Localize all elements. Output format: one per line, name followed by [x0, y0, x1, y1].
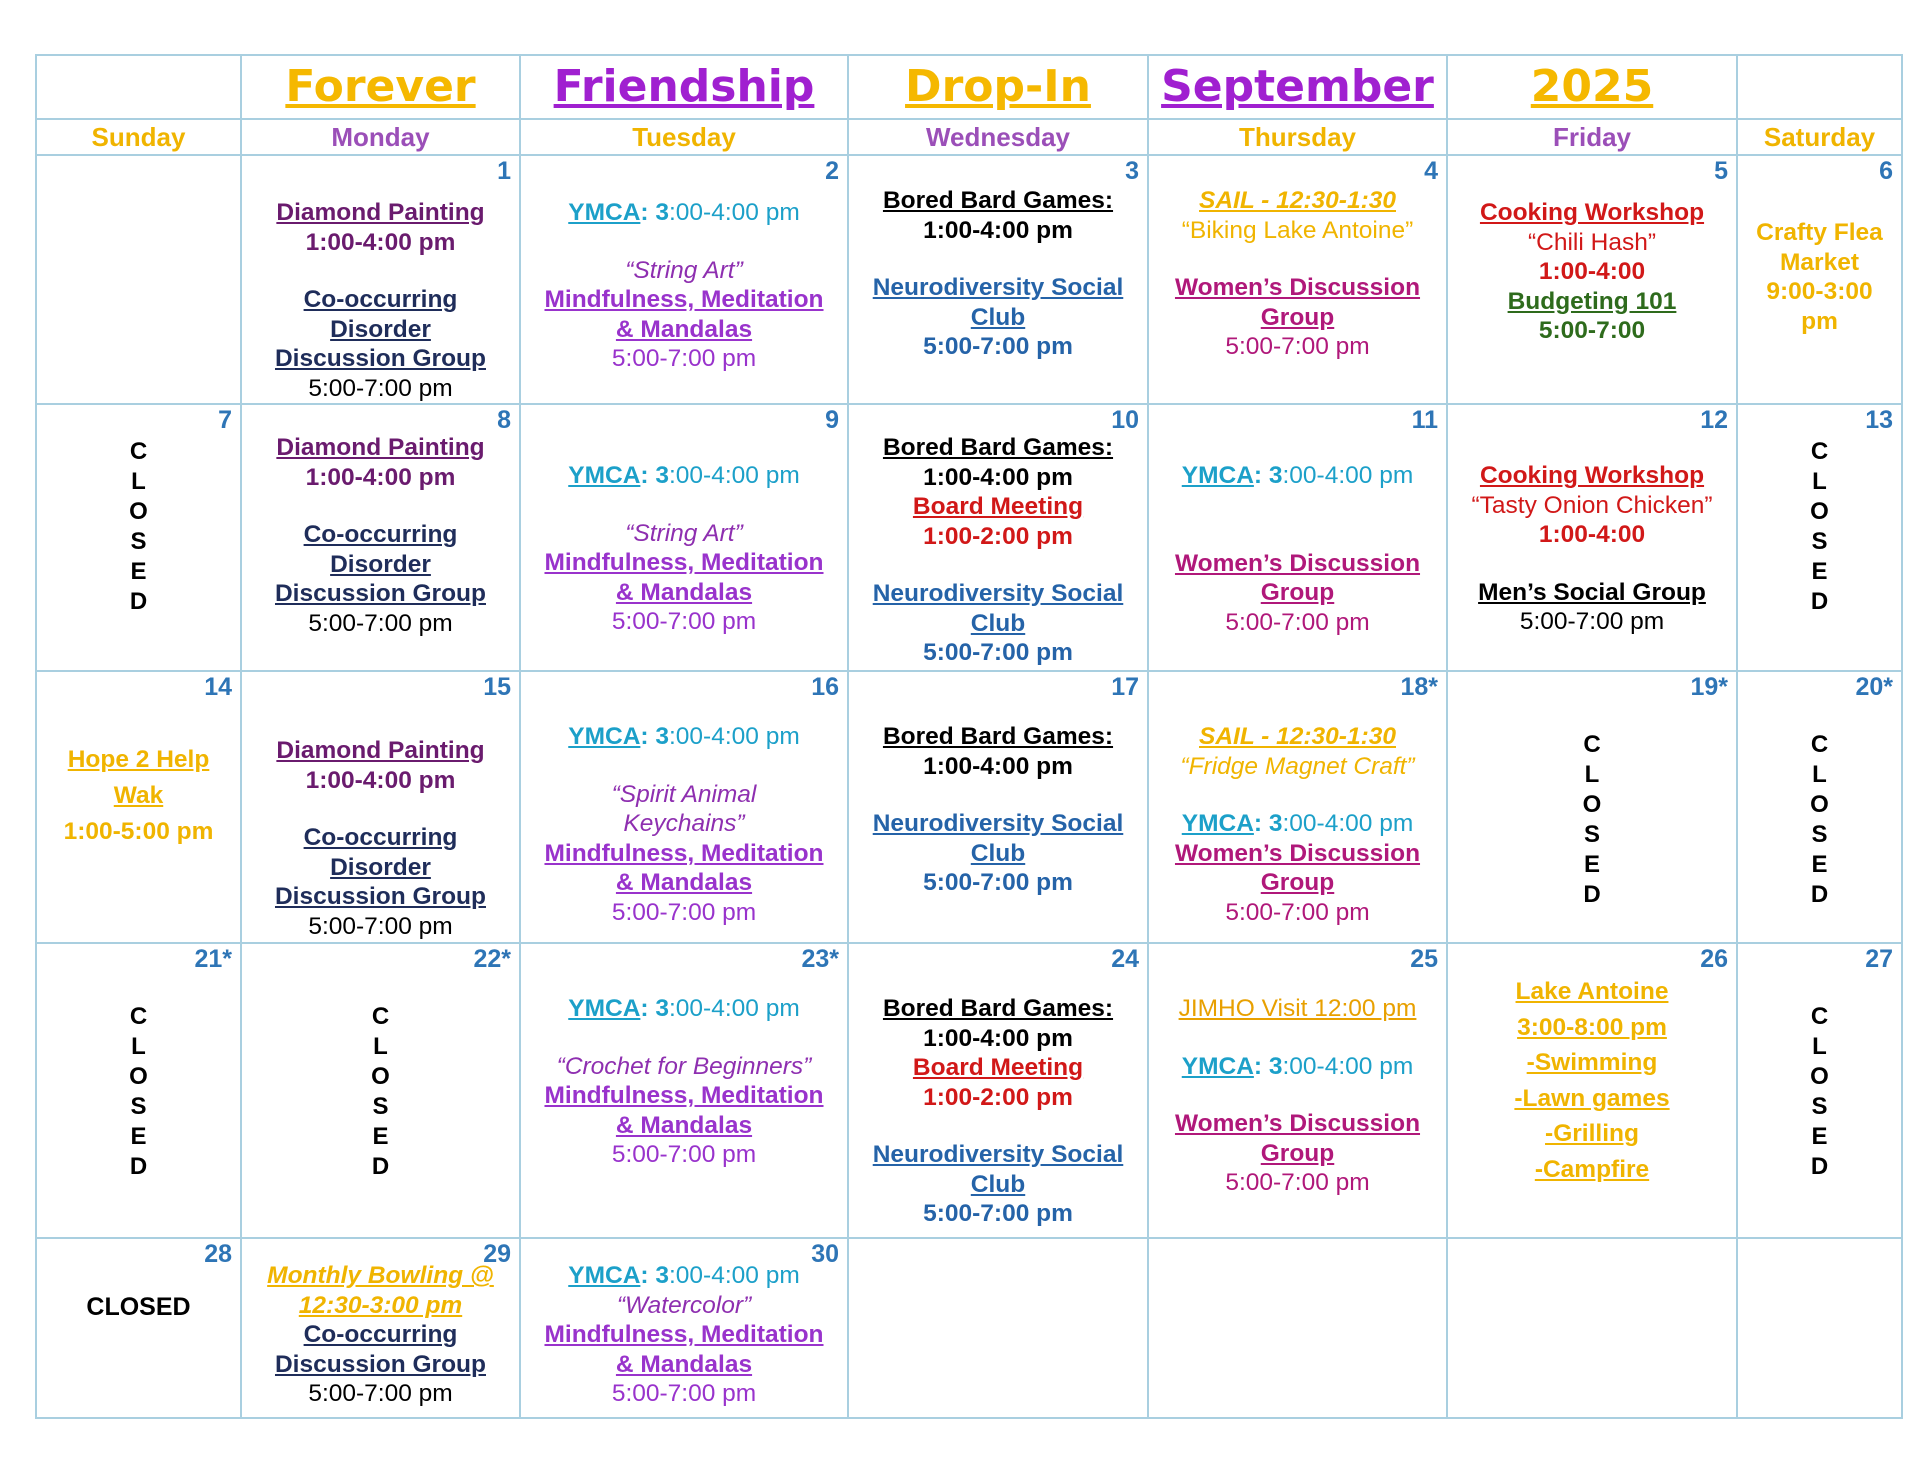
title-word-drop-in: Drop-In: [905, 61, 1091, 112]
event-time: 5:00-7:00: [1538, 317, 1646, 344]
week-row-1: [36, 155, 1902, 404]
event-womens-discussion[interactable]: Women’s Discussion: [1174, 1110, 1421, 1137]
event-board-meeting[interactable]: Board Meeting: [912, 1054, 1084, 1081]
closed-label: C L O S E D: [1810, 1003, 1829, 1180]
event-time-line2: pm: [1801, 307, 1838, 335]
event-diamond-painting[interactable]: Diamond Painting: [276, 737, 485, 764]
day-cell-empty: [1148, 1238, 1447, 1418]
day-number: 16: [811, 673, 839, 701]
day-cell-empty: [36, 155, 241, 404]
day-cell-sep-19: [1447, 671, 1737, 943]
event-cooking-workshop[interactable]: Cooking Workshop: [1479, 462, 1705, 489]
closed-label: C L O S E D: [129, 1003, 148, 1180]
event-ymca[interactable]: YMCA: [1181, 810, 1254, 837]
event-cooking-subtitle: “Tasty Onion Chicken”: [1471, 491, 1713, 519]
event-time: 5:00-7:00 pm: [1225, 333, 1370, 360]
day-number: 8: [497, 406, 511, 434]
event-mindfulness-line2[interactable]: & Mandalas: [615, 578, 753, 606]
day-number: 22*: [473, 945, 511, 973]
event-time-part: : 3: [640, 1262, 669, 1289]
day-number: 26: [1700, 945, 1728, 973]
closed-label: C L O S E D: [129, 438, 148, 615]
day-header-friday: Friday: [1447, 119, 1737, 155]
title-cell: [241, 55, 520, 119]
event-time: 3:00-8:00 pm: [1517, 1013, 1667, 1041]
event-co-occurring-line3[interactable]: Discussion Group: [274, 345, 486, 372]
title-cell: [848, 55, 1148, 119]
day-cell-empty: [1737, 1238, 1902, 1418]
event-time: 5:00-7:00 pm: [923, 639, 1073, 666]
event-time: 5:00-7:00 pm: [308, 912, 453, 940]
event-time: 5:00-7:00 pm: [1225, 1169, 1370, 1196]
day-number: 21*: [194, 945, 232, 973]
day-number: 11: [1411, 406, 1438, 434]
event-co-occurring[interactable]: Co-occurring: [303, 521, 458, 548]
title-empty-cell: [1737, 55, 1902, 119]
event-time: 5:00-7:00 pm: [1225, 608, 1370, 636]
day-number: 10: [1111, 406, 1139, 434]
day-cell-sep-20: [1737, 671, 1902, 943]
day-cell-sep-24: [848, 943, 1148, 1238]
day-header-sunday: Sunday: [36, 119, 241, 155]
title-empty-cell: [36, 55, 241, 119]
day-header-tuesday: Tuesday: [520, 119, 848, 155]
event-time: 5:00-7:00 pm: [611, 898, 757, 926]
day-cell-sep-23: [520, 943, 848, 1238]
event-time: 5:00-7:00 pm: [611, 608, 757, 635]
event-time-part: : 3: [640, 462, 669, 489]
closed-label: C L O S E D: [371, 1003, 390, 1180]
day-number: 2: [825, 157, 839, 185]
event-neurodiversity-line2[interactable]: Club: [970, 303, 1026, 331]
event-ymca[interactable]: YMCA: [568, 723, 641, 750]
event-activity-swimming: -Swimming: [1526, 1049, 1658, 1076]
day-number: 27: [1865, 945, 1893, 973]
day-number: 24: [1111, 945, 1139, 973]
event-time: 1:00-4:00 pm: [923, 463, 1073, 491]
event-time: 5:00-7:00 pm: [1225, 898, 1370, 926]
day-number: 15: [483, 673, 511, 701]
event-board-meeting[interactable]: Board Meeting: [912, 493, 1084, 520]
day-cell-sep-6: [1737, 155, 1902, 404]
event-time: 1:00-4:00 pm: [305, 766, 456, 794]
event-womens-discussion-line2[interactable]: Group: [1260, 1139, 1335, 1167]
event-mindfulness-line2[interactable]: & Mandalas: [615, 869, 753, 896]
event-time-part: : 3: [1253, 1052, 1283, 1080]
title-cell: [1447, 55, 1737, 119]
event-neurodiversity-line2[interactable]: Club: [970, 839, 1026, 867]
event-time-part: :00-4:00 pm: [1282, 462, 1414, 489]
event-time-part: :00-4:00 pm: [668, 723, 800, 750]
event-bored-bard-games[interactable]: Bored Bard Games:: [882, 434, 1114, 461]
day-number: 28: [204, 1240, 232, 1268]
day-number: 3: [1125, 157, 1139, 185]
event-time: 1:00-2:00 pm: [923, 522, 1073, 550]
week-row-3: [36, 671, 1902, 943]
event-time-part: : 3: [640, 723, 669, 750]
event-time: 5:00-7:00 pm: [308, 1380, 453, 1407]
event-co-occurring[interactable]: Co-occurring: [303, 1321, 458, 1348]
title-cell: [520, 55, 848, 119]
event-lake-antoine[interactable]: Lake Antoine: [1515, 978, 1669, 1005]
event-time: 1:00-4:00 pm: [923, 752, 1073, 780]
event-womens-discussion[interactable]: Women’s Discussion: [1174, 839, 1421, 867]
day-number: 14: [204, 673, 232, 701]
event-spirit-animal-line2: Keychains”: [623, 810, 745, 837]
day-cell-sep-12: [1447, 404, 1737, 671]
event-ymca[interactable]: YMCA: [568, 199, 641, 226]
day-cell-sep-8: [241, 404, 520, 671]
event-womens-discussion-line2[interactable]: Group: [1260, 869, 1335, 896]
event-co-occurring-line2[interactable]: Disorder: [330, 853, 431, 881]
event-time: 1:00-2:00 pm: [923, 1083, 1073, 1111]
day-cell-sep-15: [241, 671, 520, 943]
event-time-part: :00-4:00 pm: [668, 1262, 800, 1289]
event-string-art: “String Art”: [625, 256, 743, 284]
event-time: 5:00-7:00 pm: [611, 345, 757, 372]
event-ymca[interactable]: YMCA: [1181, 462, 1254, 489]
day-cell-sep-4: [1148, 155, 1447, 404]
event-cooking-subtitle: “Chili Hash”: [1528, 228, 1656, 256]
day-cell-sep-11: [1148, 404, 1447, 671]
day-cell-empty: [848, 1238, 1148, 1418]
day-cell-sep-18: [1148, 671, 1447, 943]
event-ymca[interactable]: YMCA: [568, 1262, 641, 1289]
event-co-occurring-line2[interactable]: Disorder: [330, 315, 431, 343]
day-number: 5: [1714, 157, 1728, 185]
event-time: 5:00-7:00 pm: [611, 1380, 757, 1407]
day-number: 18*: [1400, 673, 1438, 701]
event-time-part: : 3: [1253, 462, 1283, 489]
event-mindfulness-line2[interactable]: & Mandalas: [615, 1111, 753, 1139]
event-activity-campfire: -Campfire: [1534, 1155, 1650, 1183]
event-budgeting-101[interactable]: Budgeting 101: [1507, 287, 1677, 315]
day-number: 4: [1424, 157, 1438, 185]
week-row-5: [36, 1238, 1902, 1418]
day-cell-sep-1: [241, 155, 520, 404]
day-header-saturday: Saturday: [1737, 119, 1902, 155]
day-number: 20*: [1855, 673, 1893, 701]
event-time: 5:00-7:00 pm: [923, 869, 1073, 896]
day-header-thursday: Thursday: [1148, 119, 1447, 155]
event-bored-bard-games[interactable]: Bored Bard Games:: [882, 995, 1114, 1022]
event-hope-2-help[interactable]: Hope 2 Help: [67, 746, 210, 773]
day-cell-sep-14: [36, 671, 241, 943]
week-row-4: [36, 943, 1902, 1238]
event-time: 5:00-7:00 pm: [308, 374, 453, 402]
day-cell-sep-22: [241, 943, 520, 1238]
event-ymca[interactable]: YMCA: [568, 995, 641, 1022]
event-womens-discussion[interactable]: Women’s Discussion: [1174, 274, 1421, 301]
event-time: 1:00-5:00 pm: [63, 818, 214, 845]
event-time: 1:00-4:00: [1538, 521, 1646, 548]
day-cell-sep-25: [1148, 943, 1447, 1238]
event-sail[interactable]: SAIL - 12:30-1:30: [1199, 187, 1396, 214]
event-watercolor: “Watercolor”: [616, 1291, 752, 1319]
day-number: 13: [1865, 406, 1893, 434]
calendar-table: [35, 54, 1903, 1419]
event-mindfulness[interactable]: Mindfulness, Meditation: [544, 839, 824, 867]
event-diamond-painting[interactable]: Diamond Painting: [276, 199, 485, 226]
event-co-occurring-line3[interactable]: Discussion Group: [274, 580, 486, 607]
day-cell-sep-17: [848, 671, 1148, 943]
event-time-part: : 3: [640, 199, 669, 226]
event-time: 1:00-4:00 pm: [923, 1024, 1073, 1052]
event-neurodiversity[interactable]: Neurodiversity Social: [872, 810, 1124, 837]
event-ymca[interactable]: YMCA: [1181, 1052, 1254, 1080]
week-row-2: [36, 404, 1902, 671]
event-time: 5:00-7:00 pm: [308, 609, 453, 637]
day-number: 12: [1700, 406, 1728, 434]
event-activity-lawn-games: -Lawn games: [1514, 1084, 1670, 1112]
event-crafty-flea: Crafty Flea: [1756, 219, 1883, 246]
event-time: 1:00-4:00 pm: [923, 216, 1073, 244]
event-hope-2-help-line2[interactable]: Wak: [113, 782, 164, 809]
event-co-occurring-line2[interactable]: Disorder: [330, 550, 431, 578]
event-mindfulness[interactable]: Mindfulness, Meditation: [544, 1082, 824, 1109]
day-cell-sep-3: [848, 155, 1148, 404]
closed-label: C L O S E D: [1810, 731, 1829, 908]
event-crafty-flea-line2: Market: [1780, 248, 1859, 276]
title-word-forever: Forever: [285, 61, 476, 112]
day-number: 9: [825, 406, 839, 434]
title-word-september: September: [1161, 61, 1434, 112]
day-cell-sep-21: [36, 943, 241, 1238]
event-mindfulness[interactable]: Mindfulness, Meditation: [544, 286, 824, 313]
day-cell-sep-5: [1447, 155, 1737, 404]
day-number: 1: [497, 157, 511, 185]
event-time-part: :00-4:00 pm: [1282, 1052, 1414, 1080]
event-time-part: :00-4:00 pm: [668, 462, 800, 489]
event-neurodiversity-line2[interactable]: Club: [970, 1170, 1026, 1198]
event-time-part: : 3: [1253, 810, 1283, 837]
day-number: 30: [811, 1240, 839, 1268]
day-cell-empty: [1447, 1238, 1737, 1418]
event-time: 5:00-7:00 pm: [1519, 608, 1665, 635]
event-time: 1:00-4:00 pm: [305, 463, 456, 491]
title-row: [36, 55, 1902, 119]
event-mindfulness[interactable]: Mindfulness, Meditation: [544, 549, 824, 576]
event-time: 5:00-7:00 pm: [923, 333, 1073, 360]
event-crochet: “Crochet for Beginners”: [556, 1052, 812, 1080]
event-neurodiversity-line2[interactable]: Club: [970, 609, 1026, 637]
event-mindfulness-line2[interactable]: & Mandalas: [615, 1350, 753, 1378]
event-time: 12:30-3:00 pm: [298, 1291, 463, 1319]
event-sail[interactable]: SAIL - 12:30-1:30: [1199, 723, 1396, 750]
event-bored-bard-games[interactable]: Bored Bard Games:: [882, 187, 1114, 214]
event-womens-discussion-line2[interactable]: Group: [1260, 579, 1335, 606]
title-word-friendship: Friendship: [553, 61, 815, 112]
day-number: 29: [483, 1240, 511, 1268]
day-cell-sep-2: [520, 155, 848, 404]
event-cooking-workshop[interactable]: Cooking Workshop: [1479, 199, 1705, 226]
event-time-part: :00-4:00 pm: [668, 199, 800, 226]
event-time: 5:00-7:00 pm: [923, 1200, 1073, 1227]
day-number: 6: [1879, 157, 1893, 185]
event-womens-discussion[interactable]: Women’s Discussion: [1174, 549, 1421, 577]
event-co-occurring-line2[interactable]: Discussion Group: [274, 1350, 486, 1378]
event-ymca[interactable]: YMCA: [568, 462, 641, 489]
event-co-occurring[interactable]: Co-occurring: [303, 824, 458, 851]
day-cell-sep-26: [1447, 943, 1737, 1238]
event-jimho-visit[interactable]: JIMHO Visit 12:00 pm: [1178, 995, 1417, 1022]
day-cell-sep-27: [1737, 943, 1902, 1238]
event-co-occurring[interactable]: Co-occurring: [303, 286, 458, 313]
event-neurodiversity[interactable]: Neurodiversity Social: [872, 1141, 1124, 1168]
day-header-wednesday: Wednesday: [848, 119, 1148, 155]
event-mens-social-group[interactable]: Men’s Social Group: [1478, 578, 1706, 606]
event-activity-grilling: -Grilling: [1545, 1120, 1639, 1147]
closed-label: CLOSED: [86, 1293, 191, 1321]
event-time-part: :00-4:00 pm: [1282, 810, 1414, 837]
closed-label: C L O S E D: [1582, 731, 1602, 908]
event-time: 5:00-7:00 pm: [611, 1141, 757, 1168]
title-cell: [1148, 55, 1447, 119]
day-cell-sep-7: [36, 404, 241, 671]
event-womens-discussion-line2[interactable]: Group: [1260, 303, 1335, 331]
day-number: 7: [218, 406, 232, 434]
day-cell-sep-9: [520, 404, 848, 671]
event-time-part: : 3: [640, 995, 669, 1022]
day-cell-sep-29: [241, 1238, 520, 1418]
event-sail-subtitle: “Biking Lake Antoine”: [1181, 216, 1414, 244]
day-cell-sep-13: [1737, 404, 1902, 671]
event-time: 1:00-4:00: [1538, 258, 1646, 285]
event-mindfulness-line2[interactable]: & Mandalas: [615, 315, 753, 343]
title-word-year: 2025: [1530, 61, 1654, 112]
day-cell-sep-16: [520, 671, 848, 943]
day-number: 17: [1111, 673, 1139, 701]
event-sail-subtitle: “Fridge Magnet Craft”: [1180, 752, 1415, 780]
day-number: 19*: [1690, 673, 1728, 701]
event-monthly-bowling[interactable]: Monthly Bowling @: [267, 1262, 494, 1289]
day-cell-sep-28: [36, 1238, 241, 1418]
closed-label: C L O S E D: [1810, 438, 1829, 615]
day-cell-sep-10: [848, 404, 1148, 671]
event-neurodiversity[interactable]: Neurodiversity Social: [872, 580, 1124, 607]
day-header-row: [36, 119, 1902, 155]
day-number: 23*: [801, 945, 839, 973]
event-time: 9:00-3:00: [1766, 278, 1873, 305]
event-time: 1:00-4:00 pm: [305, 228, 456, 256]
event-string-art: “String Art”: [625, 519, 743, 547]
event-diamond-painting[interactable]: Diamond Painting: [276, 434, 485, 461]
day-cell-sep-30: [520, 1238, 848, 1418]
day-number: 25: [1410, 945, 1438, 973]
event-time-part: :00-4:00 pm: [668, 995, 800, 1022]
event-mindfulness[interactable]: Mindfulness, Meditation: [544, 1321, 824, 1348]
event-bored-bard-games[interactable]: Bored Bard Games:: [882, 723, 1114, 750]
event-co-occurring-line3[interactable]: Discussion Group: [274, 883, 486, 910]
day-header-monday: Monday: [241, 119, 520, 155]
event-neurodiversity[interactable]: Neurodiversity Social: [872, 274, 1124, 301]
event-spirit-animal: “Spirit Animal: [611, 780, 757, 808]
